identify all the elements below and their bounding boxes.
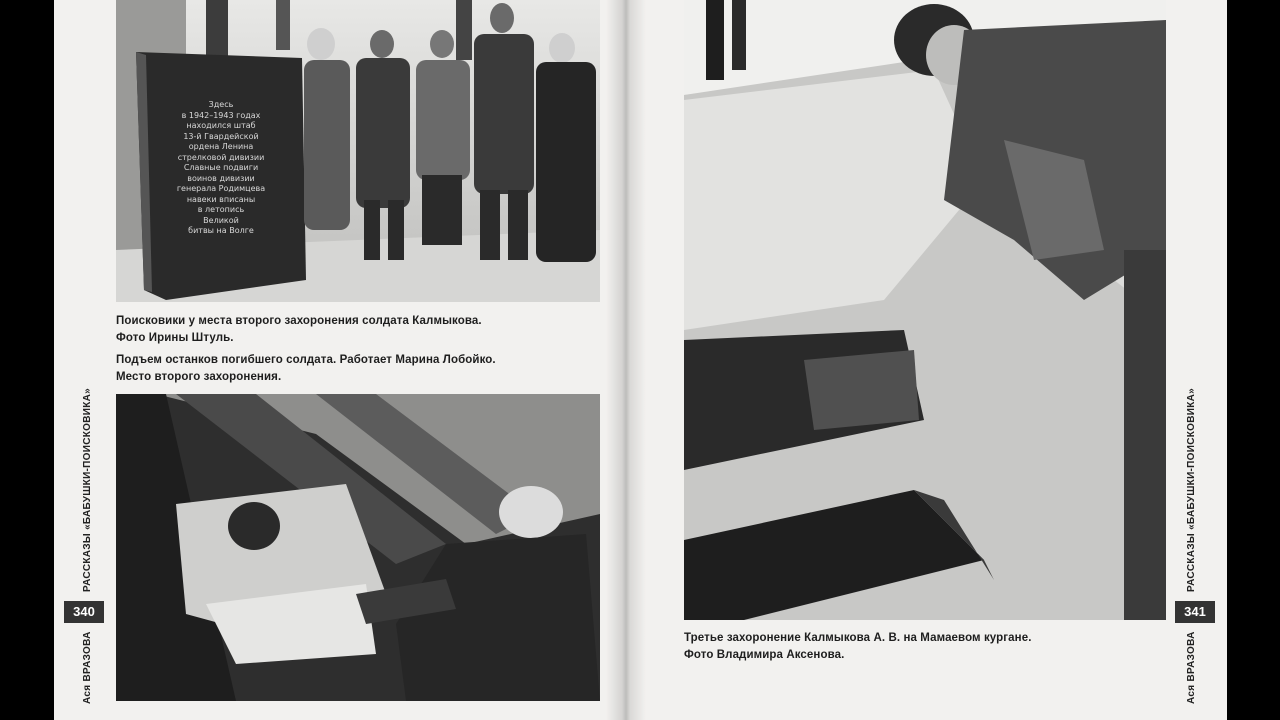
inscription-line: в 1942–1943 годах — [181, 110, 261, 120]
book-spread — [54, 0, 1227, 720]
caption-line: Подъем останков погибшего солдата. Работает Марина Лобойко. — [116, 354, 496, 366]
memorial-inscription — [156, 100, 286, 237]
running-head-author: Ася ВРАЗОВА — [1186, 631, 1197, 704]
left-page — [54, 0, 620, 720]
photo-third-burial-image — [684, 0, 1166, 620]
caption-top — [116, 313, 482, 347]
page-number-left: 340 — [64, 601, 104, 623]
photo-excavation-image — [116, 394, 600, 701]
photo-memorial-group — [116, 0, 600, 302]
running-head-left-title — [82, 388, 93, 592]
caption-line: Фото Владимира Аксенова. — [684, 649, 845, 661]
inscription-line: воинов дивизии — [187, 173, 255, 183]
inscription-line: Славные подвиги — [183, 163, 259, 172]
caption-line: Место второго захоронения. — [116, 371, 282, 383]
right-page — [620, 0, 1227, 720]
inscription-line: 13-й Гвардейской — [183, 131, 259, 141]
caption-line: Поисковики у места второго захоронения солдата Калмыкова. — [116, 315, 482, 327]
running-head-title: РАССКАЗЫ «БАБУШКИ-ПОИСКОВИКА» — [82, 387, 93, 592]
inscription-line: в летопись — [197, 205, 245, 214]
photo-excavation — [116, 394, 600, 701]
running-head-right — [1186, 631, 1197, 704]
caption-line: Третье захоронение Калмыкова А. В. на Мамаевом кургане. — [684, 632, 1032, 644]
caption-bottom — [116, 352, 496, 386]
page-number-right: 341 — [1175, 601, 1215, 623]
inscription-line: Здесь — [208, 100, 234, 109]
inscription-line: находился штаб — [186, 121, 256, 130]
photo-third-burial — [684, 0, 1166, 620]
inscription-line: ордена Ленина — [188, 142, 254, 151]
running-head-left — [82, 631, 93, 704]
book-gutter-shadow — [606, 0, 646, 720]
inscription-line: навеки вписаны — [186, 194, 256, 204]
running-head-right-title — [1186, 388, 1197, 592]
inscription-line: генерала Родимцева — [176, 184, 266, 193]
inscription-line: стрелковой дивизии — [177, 152, 265, 162]
running-head-author: Ася ВРАЗОВА — [82, 631, 93, 704]
inscription-line: битвы на Волге — [188, 226, 254, 235]
inscription-line: Великой — [203, 215, 239, 225]
caption-right — [684, 630, 1032, 664]
caption-line: Фото Ирины Штуль. — [116, 332, 234, 344]
running-head-title: РАССКАЗЫ «БАБУШКИ-ПОИСКОВИКА» — [1186, 387, 1197, 592]
